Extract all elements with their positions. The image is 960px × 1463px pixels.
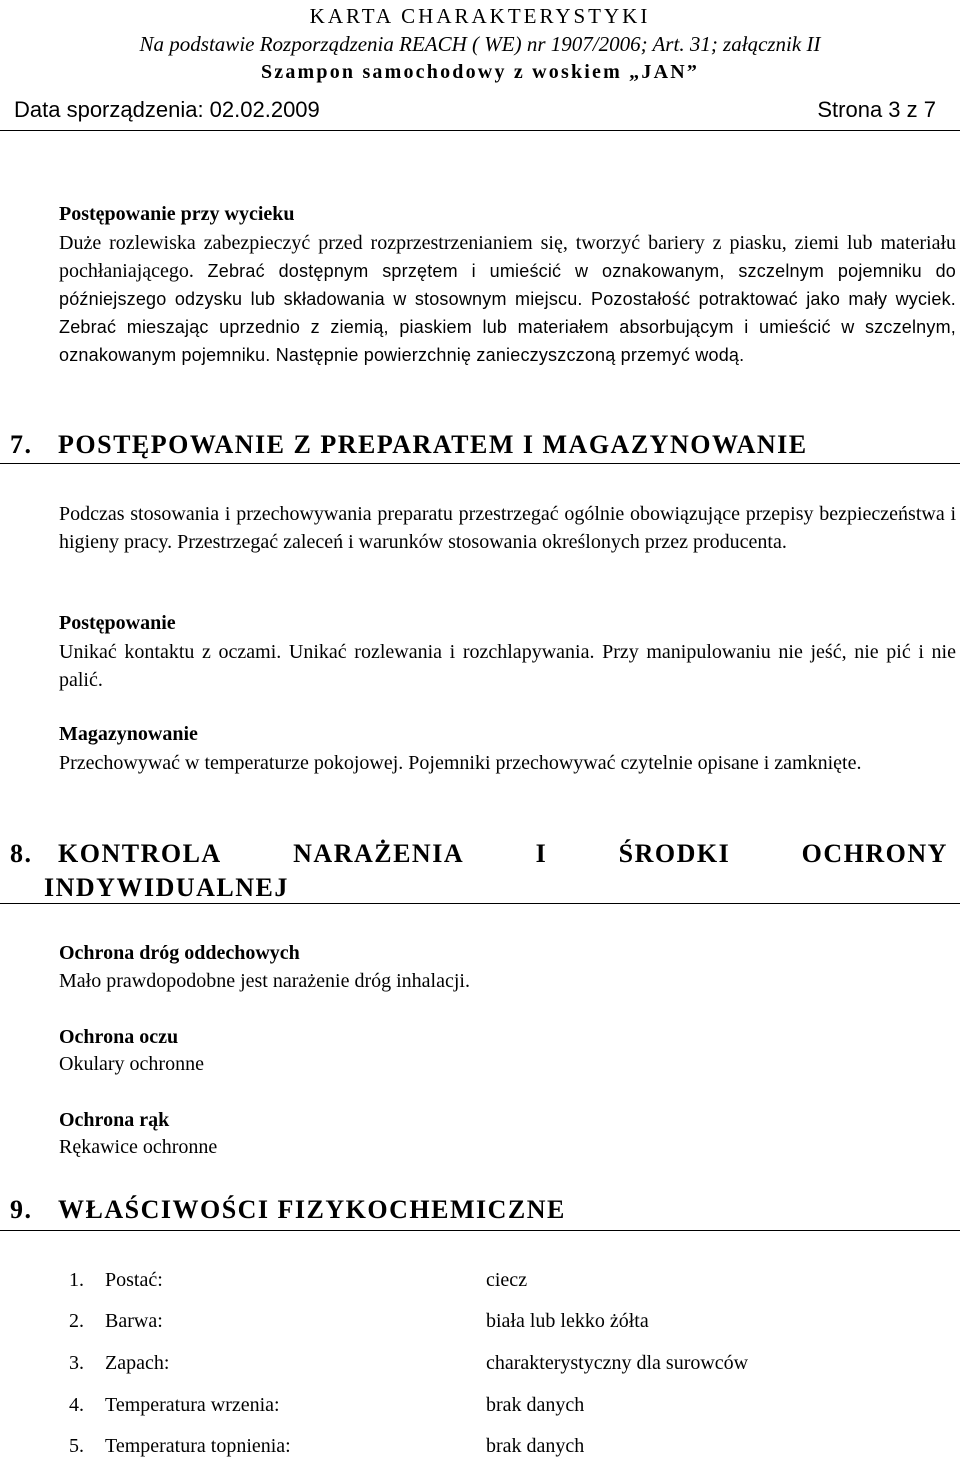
section-9-heading bbox=[10, 1195, 566, 1225]
header-divider bbox=[0, 130, 960, 131]
section-7-intro: Podczas stosowania i przechowywania preparatu przestrzegać ogólnie obowiązujące przepisy bezpieczeństwa i higieny pracy. Przestrzegać zaleceń i warunków stosowania określonych przez producenta. bbox=[59, 503, 956, 553]
section-7-title: POSTĘPOWANIE Z PREPARATEM I MAGAZYNOWANIE bbox=[58, 430, 808, 459]
section-9-number: 9. bbox=[10, 1195, 33, 1224]
property-row: 5. Temperatura topnienia: bbox=[69, 1435, 291, 1457]
spill-heading: Postępowanie przy wycieku bbox=[59, 203, 295, 225]
property-value: brak danych bbox=[486, 1394, 585, 1416]
section-8-heading bbox=[10, 839, 948, 902]
property-row: 4. Temperatura wrzenia: bbox=[69, 1394, 280, 1416]
regulation-reference: Na podstawie Rozporządzenia REACH ( WE) nr 1907/2006; Art. 31; załącznik II bbox=[139, 32, 821, 56]
storage-heading: Magazynowanie bbox=[59, 723, 198, 745]
product-name: Szampon samochodowy z woskiem „JAN” bbox=[260, 61, 700, 83]
section-8-title-word: ŚRODKI bbox=[618, 839, 731, 868]
preparation-date: Data sporządzenia: 02.02.2009 bbox=[14, 97, 320, 122]
property-name: Barwa: bbox=[105, 1310, 163, 1332]
property-name: Postać: bbox=[105, 1269, 163, 1291]
property-row: 3. Zapach: bbox=[69, 1352, 170, 1374]
spill-text-sans: Zebrać dostępnym sprzętem i umieścić w oznakowanym, szczelnym pojemniku do późniejszego odzysku lub składowania w stosownym miejscu. Pozostałość potraktować jako mały wyciek. Zebrać mieszając uprzednio z ziemią, piaskiem lub materiałem absorbującym i umieścić w szczelnym, oznakowanym pojemniku. Następnie powierzchnię zanieczyszczoną przemyć wodą. bbox=[59, 261, 956, 365]
section-8-title-word: NARAŻENIA bbox=[293, 839, 465, 868]
storage-text: Przechowywać w temperaturze pokojowej. Pojemniki przechowywać czytelnie opisane i zamknięte. bbox=[59, 752, 862, 774]
section-7-number: 7. bbox=[10, 430, 33, 459]
section-8-title-word: 8. KONTROLA bbox=[10, 839, 222, 868]
property-value: biała lub lekko żółta bbox=[486, 1310, 649, 1332]
section-8-title-line-2: INDYWIDUALNEJ bbox=[44, 873, 289, 902]
spill-text bbox=[59, 229, 956, 369]
handling-heading: Postępowanie bbox=[59, 612, 176, 634]
section-8-title-line-1 bbox=[10, 839, 948, 869]
section-8-title-word: I bbox=[535, 839, 548, 868]
property-value: charakterystyczny dla surowców bbox=[486, 1352, 749, 1374]
property-name: Temperatura wrzenia: bbox=[105, 1394, 280, 1416]
property-name: Temperatura topnienia: bbox=[105, 1435, 291, 1457]
section-8-title-word: OCHRONY bbox=[801, 839, 948, 868]
page-number: Strona 3 z 7 bbox=[817, 97, 936, 122]
section-9-divider bbox=[0, 1230, 960, 1231]
hand-protection-text: Rękawice ochronne bbox=[59, 1136, 218, 1158]
eye-protection-text: Okulary ochronne bbox=[59, 1053, 204, 1075]
hand-protection-heading: Ochrona rąk bbox=[59, 1109, 170, 1131]
section-8-divider bbox=[0, 903, 960, 904]
document-title: KARTA CHARAKTERYSTYKI bbox=[309, 4, 651, 28]
handling-text: Unikać kontaktu z oczami. Unikać rozlewania i rozchlapywania. Przy manipulowaniu nie jeść, nie pić i nie palić. bbox=[59, 641, 956, 691]
spill-text-serif: Duże rozlewiska zabezpieczyć przed rozprzestrzenianiem się, tworzyć bariery z piasku, ziemi lub materiału pochłaniającego. bbox=[59, 232, 956, 282]
eye-protection-heading: Ochrona oczu bbox=[59, 1026, 179, 1048]
section-7-heading bbox=[10, 430, 808, 460]
section-9-title: WŁAŚCIWOŚCI FIZYKOCHEMICZNE bbox=[58, 1195, 566, 1224]
property-value: ciecz bbox=[486, 1269, 528, 1291]
respiratory-protection-heading: Ochrona dróg oddechowych bbox=[59, 942, 300, 964]
property-row: 1. Postać: bbox=[69, 1269, 163, 1291]
property-name: Zapach: bbox=[105, 1352, 170, 1374]
property-row: 2. Barwa: bbox=[69, 1310, 163, 1332]
section-8-number: 8. bbox=[10, 839, 33, 868]
section-7-divider bbox=[0, 463, 960, 464]
respiratory-protection-text: Mało prawdopodobne jest narażenie dróg inhalacji. bbox=[59, 970, 470, 992]
property-value: brak danych bbox=[486, 1435, 585, 1457]
